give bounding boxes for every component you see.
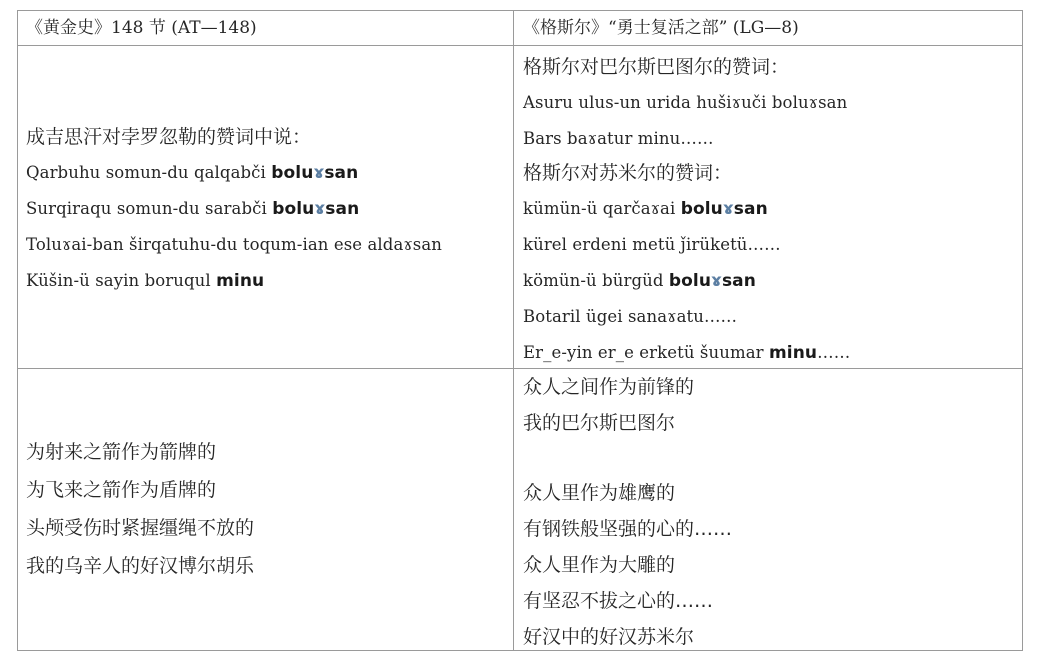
translation-line: 众人之间作为前锋的	[523, 376, 695, 398]
translation-line: 有坚忍不拔之心的……	[523, 590, 714, 612]
mongolian-line: Surqiraqu somun-du sarabči boluɤsan	[26, 199, 360, 219]
row1-left-intro: 成吉思汗对孛罗忽勒的赞词中说：	[26, 126, 312, 148]
mongolian-line: kümün-ü qarčaɤai boluɤsan	[523, 199, 768, 219]
translation-line: 众人里作为大雕的	[523, 554, 676, 576]
translation-line: 我的乌辛人的好汉博尔胡乐	[26, 555, 255, 577]
mongolian-line: kömün-ü bürgüd boluɤsan	[523, 271, 756, 291]
row-divider	[18, 368, 1022, 369]
mongolian-line: Qarbuhu somun-du qalqabči boluɤsan	[26, 163, 359, 183]
column-divider	[513, 11, 514, 650]
mongolian-line: Botaril ügei sanaɤatu……	[523, 307, 738, 326]
translation-line: 众人里作为雄鹰的	[523, 482, 676, 504]
header-divider	[18, 45, 1022, 46]
mongolian-line: kürel erdeni metü ǰirüketü……	[523, 235, 781, 254]
mongolian-line: Toluɤai-ban širqatuhu-du toqum-ian ese aldaɤsan	[26, 235, 443, 254]
translation-line: 为飞来之箭作为盾牌的	[26, 479, 217, 501]
translation-line: 头颅受伤时紧握缰绳不放的	[26, 517, 255, 539]
mongolian-line: Er_e-yin er_e erketü šuumar minu……	[523, 343, 851, 363]
mongolian-line: Asuru ulus-un urida hušiɤuči boluɤsan	[523, 93, 848, 112]
comparison-table	[17, 10, 1023, 651]
translation-line: 为射来之箭作为箭牌的	[26, 441, 217, 463]
header-right-text: 《格斯尔》“勇士复活之部” (LG—8)	[523, 18, 799, 38]
mongolian-line: Bars baɤatur minu……	[523, 129, 714, 148]
translation-line: 我的巴尔斯巴图尔	[523, 412, 676, 434]
praise2-title: 格斯尔对苏米尔的赞词：	[523, 162, 733, 184]
translation-line: 有钢铁般坚强的心的……	[523, 518, 733, 540]
mongolian-line: Küšin-ü sayin boruqul minu	[26, 271, 265, 291]
praise1-title: 格斯尔对巴尔斯巴图尔的赞词：	[523, 56, 790, 78]
translation-line: 好汉中的好汉苏米尔	[523, 626, 695, 648]
header-left-text: 《黄金史》148 节 (AT—148)	[26, 18, 257, 38]
